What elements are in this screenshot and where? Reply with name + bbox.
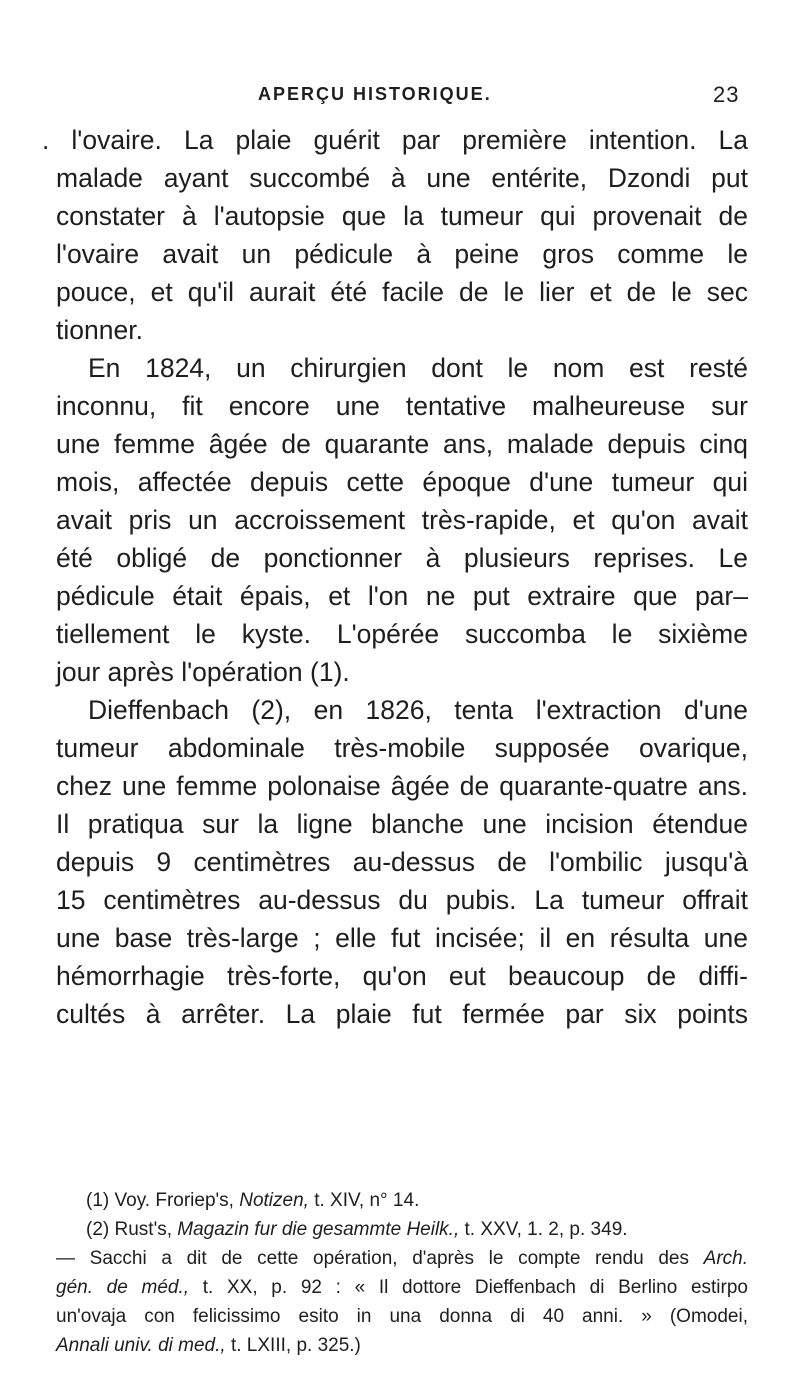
- text-line: pouce, et qu'il aurait été facile de le lier et de le sec: [56, 277, 748, 307]
- text-line: tionner.: [56, 315, 143, 345]
- text-line: . l'ovaire. La plaie guérit par première intention. La: [42, 125, 748, 155]
- footnote-2: [86, 1217, 628, 1243]
- footnote-marker: (2): [86, 1219, 110, 1240]
- footnote-title: Arch.: [703, 1248, 749, 1269]
- text-line: chez une femme polonaise âgée de quarante-quatre ans.: [56, 771, 748, 801]
- page-number: 23: [713, 82, 740, 107]
- text-line: tumeur abdominale très-mobile supposée ovarique,: [56, 733, 748, 763]
- running-head: [0, 84, 800, 108]
- text-line: pédicule était épais, et l'on ne put extraire que par–: [56, 581, 748, 611]
- text-line: tiellement le kyste. L'opérée succomba le sixième: [56, 619, 748, 649]
- text-line: En 1824, un chirurgien dont le nom est resté: [88, 353, 748, 383]
- footnote-title: Magazin fur die gesammte Heilk.,: [177, 1219, 460, 1240]
- text-line: une base très-large ; elle fut incisée; il en résulta une: [56, 923, 748, 953]
- text-line: cultés à arrêter. La plaie fut fermée par six points: [56, 999, 748, 1029]
- footnote-title: Notizen,: [239, 1190, 309, 1211]
- footnote-2-continued: un'ovaja con felicissimo esito in una donna di 40 anni. » (Omodei,: [56, 1306, 748, 1327]
- text-line: Il pratiqua sur la ligne blanche une incision étendue: [56, 809, 748, 839]
- footnote-text: Voy. Froriep's,: [114, 1190, 234, 1211]
- footnote-text: t. LXIII, p. 325.): [230, 1335, 361, 1356]
- text-line: mois, affectée depuis cette époque d'une tumeur qui: [56, 467, 748, 497]
- text-line: l'ovaire avait un pédicule à peine gros comme le: [56, 239, 748, 269]
- footnote-title: gén. de méd.,: [56, 1277, 190, 1298]
- footnote-2-continued: [56, 1246, 748, 1272]
- footnote-2-continued: [56, 1333, 361, 1359]
- footnote-text: t. XXV, 1. 2, p. 349.: [464, 1219, 628, 1240]
- text-line: une femme âgée de quarante ans, malade depuis cinq: [56, 429, 748, 459]
- running-title: APERÇU HISTORIQUE.: [258, 84, 492, 104]
- text-line: avait pris un accroissement très-rapide, et qu'on avait: [56, 505, 748, 535]
- footnote-2-continued: [56, 1275, 748, 1301]
- text-line: été obligé de ponctionner à plusieurs reprises. Le: [56, 543, 748, 573]
- text-line: depuis 9 centimètres au-dessus de l'ombilic jusqu'à: [56, 847, 748, 877]
- text-line: 15 centimètres au-dessus du pubis. La tumeur offrait: [56, 885, 748, 915]
- footnote-text: t. XIV, n° 14.: [314, 1190, 420, 1211]
- text-line: inconnu, fit encore une tentative malheureuse sur: [56, 391, 748, 421]
- text-line: Dieffenbach (2), en 1826, tenta l'extraction d'une: [88, 695, 748, 725]
- footnote-title: Annali univ. di med.,: [56, 1335, 226, 1356]
- footnote-text: Rust's,: [114, 1219, 172, 1240]
- text-line: constater à l'autopsie que la tumeur qui provenait de: [56, 201, 748, 231]
- footnote-text: — Sacchi a dit de cette opération, d'après le compte rendu des: [56, 1248, 689, 1269]
- footnote-marker: (1): [86, 1190, 110, 1211]
- text-line: malade ayant succombé à une entérite, Dzondi put: [56, 163, 748, 193]
- text-line: jour après l'opération (1).: [56, 657, 350, 687]
- footnote-1: [86, 1188, 419, 1214]
- footnote-text: t. XX, p. 92 : « Il dottore Dieffenbach di Berlino estirpo: [202, 1277, 748, 1298]
- text-line: hémorrhagie très-forte, qu'on eut beaucoup de diffi-: [56, 961, 748, 991]
